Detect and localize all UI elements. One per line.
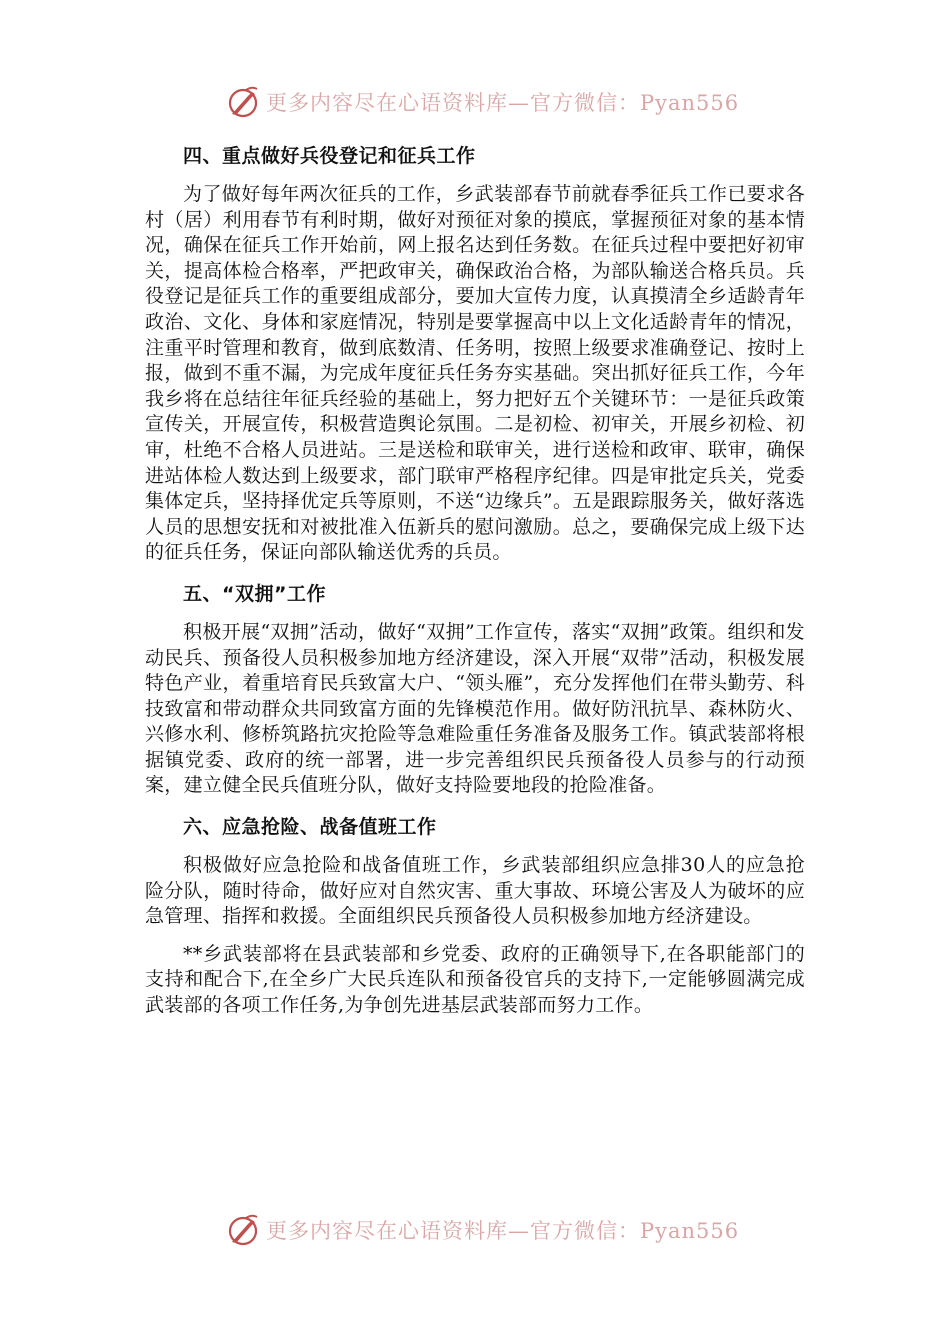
brush-logo-icon <box>226 84 262 120</box>
paragraph: 为了做好每年两次征兵的工作，乡武装部春节前就春季征兵工作已要求各村（居）利用春节有利时期，做好对预征对象的摸底，掌握预征对象的基本情况，确保在征兵工作开始前，网上报名达到任务数。在征兵过程中要把好初审关，提高体检合格率，严把政审关，确保政治合格，为部队输送合格兵员。兵役登记是征兵工作的重要组成部分，要加大宣传力度，认真摸清全乡适龄青年政治、文化、身体和家庭情况，特别是要掌握高中以上文化适龄青年的情况，注重平时管理和教育，做到底数清、任务明，按照上级要求准确登记、按时上报，做到不重不漏，为完成年度征兵任务夯实基础。突出抓好征兵工作，今年我乡将在总结往年征兵经验的基础上，努力把好五个关键环节：一是征兵政策宣传关，开展宣传，积极营造舆论氛围。二是初检、初审关，开展乡初检、初审，杜绝不合格人员进站。三是送检和联审关，进行送检和政审、联审，确保进站体检人数达到上级要求，部门联审严格程序纪律。四是审批定兵关，党委集体定兵，坚持择优定兵等原则，不送“边缘兵”。五是跟踪服务关，做好落选人员的思想安抚和对被批准入伍新兵的慰问激励。总之，要确保完成上级下达的征兵任务，保证向部队输送优秀的兵员。 <box>145 183 805 564</box>
brush-logo-icon <box>226 1212 262 1248</box>
section-heading-emergency-duty: 六、应急抢险、战备值班工作 <box>183 816 437 839</box>
footer-watermark-banner <box>226 1210 739 1250</box>
document-body <box>145 140 805 1031</box>
section-heading-conscription: 四、重点做好兵役登记和征兵工作 <box>183 145 476 167</box>
header-watermark-text: 更多内容尽在心语资料库—官方微信：Pyan556 <box>266 91 740 115</box>
paragraph: 积极开展“双拥”活动，做好“双拥”工作宣传，落实“双拥”政策。组织和发动民兵、预备役人员积极参加地方经济建设，深入开展“双带”活动，积极发展特色产业，着重培育民兵致富大户、“领头雁”，充分发挥他们在带头勤劳、科技致富和带动群众共同致富方面的先锋模范作用。做好防汛抗旱、森林防火、兴修水利、修桥筑路抗灾抢险等急难险重任务准备及服务工作。镇武装部将根据镇党委、政府的统一部署，进一步完善组织民兵预备役人员参与的行动预案，建立健全民兵值班分队，做好支持险要地段的抢险准备。 <box>145 620 805 797</box>
paragraph: 积极做好应急抢险和战备值班工作，乡武装部组织应急排30人的应急抢险分队，随时待命，做好应对自然灾害、重大事故、环境公害及人为破坏的应急管理、指挥和救援。全面组织民兵预备役人员积极参加地方经济建设。 <box>145 854 805 928</box>
header-watermark-banner <box>226 82 739 122</box>
section-heading-double-support: 五、“双拥”工作 <box>183 582 326 605</box>
footer-watermark-text: 更多内容尽在心语资料库—官方微信：Pyan556 <box>266 1219 740 1243</box>
paragraph: **乡武装部将在县武装部和乡党委、政府的正确领导下,在各职能部门的支持和配合下,在全乡广大民兵连队和预备役官兵的支持下,一定能够圆满完成武装部的各项工作任务,为争创先进基层武装部而努力工作。 <box>145 942 805 1017</box>
